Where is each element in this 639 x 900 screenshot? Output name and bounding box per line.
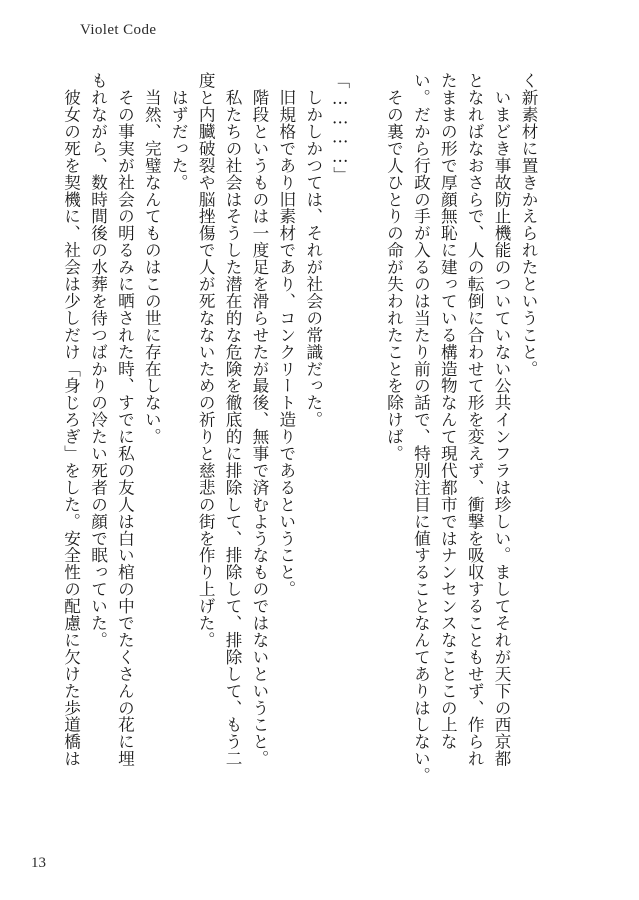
text-line: いまどき事故防止機能のついていない公共インフラは珍しい。ましてそれが天下の西京都 [492, 72, 512, 767]
text-line: 旧規格であり旧素材であり、コンクリート造りであるということ。 [276, 72, 296, 598]
text-line: 当然、完璧なんてものはこの世に存在しない。 [142, 72, 162, 445]
text-line: たままの形で厚顔無恥に建っている構造物なんて現代都市ではナンセンスなことこの上な [438, 72, 458, 750]
page-number: 13 [31, 855, 46, 871]
text-line: 私たちの社会はそうした潜在的な危険を徹底的に排除して、排除して、排除して、もう二 [223, 72, 243, 767]
text-line: その裏で人ひとりの命が失われたことを除けば。 [384, 72, 404, 462]
blank-line [353, 72, 380, 842]
body-text [57, 72, 541, 842]
text-line: その事実が社会の明るみに晒された時、すでに私の友人は白い棺の中でたくさんの花に埋 [115, 72, 135, 767]
text-line: もれながら、数時間後の水葬を待つばかりの冷たい死者の顔で眠っていた。 [88, 72, 108, 649]
text-line: しかしかつては、それが社会の常識だった。 [303, 72, 323, 428]
text-line: く新素材に置きかえられたということ。 [519, 72, 538, 378]
text-line: 度と内臓破裂や脳挫傷で人が死なないための祈りと慈悲の街を作り上げた。 [196, 72, 216, 649]
text-line: となればなおさらで、人の転倒に合わせて形を変えず、衝撃を吸収することもせず、作られ [465, 72, 485, 767]
text-line: 階段というものは一度足を滑らせたが最後、無事で済むようなものではないということ。 [249, 72, 269, 767]
text-line: はずだった。 [169, 72, 189, 191]
text-line: い。だから行政の手が入るのは当たり前の話で、特別注目に値することなんてありはしない。 [411, 72, 431, 784]
running-header-title: Violet Code [80, 22, 157, 38]
text-line: 「…………」 [330, 72, 350, 184]
text-line: 彼女の死を契機に、社会は少しだけ「身じろぎ」をした。安全性の配慮に欠けた歩道橋は [61, 72, 81, 767]
